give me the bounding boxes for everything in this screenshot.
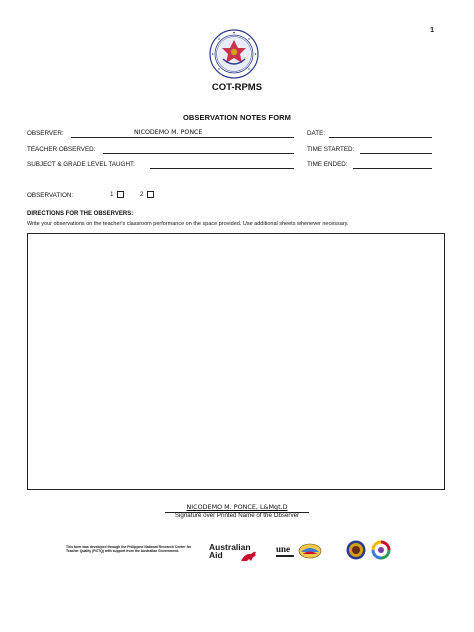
teacher-observed-line[interactable]: [103, 153, 294, 154]
partner-logo: [298, 543, 322, 559]
footer-note: This form was developed through the Philippine National Research Center for Teacher Quality (RCTQ) with support from the Australian Government.: [66, 545, 192, 554]
signature-caption: Signature over Printed Name of the Observer: [174, 512, 300, 519]
rctq-swirl-logo: [370, 540, 392, 560]
observation-label: OBSERVATION:: [27, 192, 74, 199]
time-ended-label: TIME ENDED:: [307, 161, 348, 168]
australian-aid-text: Australian Aid: [209, 542, 251, 560]
checkbox-2[interactable]: [147, 191, 154, 198]
observation-option-2[interactable]: [140, 191, 154, 198]
observation-notes-area[interactable]: [27, 233, 445, 490]
option-1-label: 1: [110, 191, 114, 199]
subject-grade-line[interactable]: [150, 168, 294, 169]
australian-aid-logo: [209, 543, 261, 559]
time-started-line[interactable]: [360, 153, 432, 154]
form-title: OBSERVATION NOTES FORM: [182, 113, 292, 122]
subject-grade-label: SUBJECT & GRADE LEVEL TAUGHT:: [27, 161, 135, 168]
date-line[interactable]: [329, 137, 432, 138]
observation-option-1[interactable]: [110, 191, 124, 198]
checkbox-1[interactable]: [117, 191, 124, 198]
une-logo: [276, 544, 294, 560]
page-number: 1: [430, 27, 434, 34]
option-2-label: 2: [140, 191, 144, 199]
document-title: COT-RPMS: [211, 82, 263, 93]
observer-label: OBSERVER:: [27, 130, 64, 137]
time-ended-line[interactable]: [353, 168, 432, 169]
directions-text: Write your observations on the teacher's classroom performance on the space provided. Use additional sheets whenever necessary.: [27, 221, 349, 227]
kangaroo-icon: [239, 549, 259, 563]
university-seal-logo: [346, 540, 366, 560]
time-started-label: TIME STARTED:: [307, 146, 355, 153]
observer-value: NICODEMO M. PONCE: [134, 129, 203, 136]
directions-heading: DIRECTIONS FOR THE OBSERVERS:: [27, 211, 134, 217]
une-logo-bar: [276, 555, 294, 557]
observer-signature-name: NICODEMO M. PONCE, L&Mgt.D: [186, 503, 288, 511]
une-logo-text: une: [276, 544, 291, 554]
teacher-observed-label: TEACHER OBSERVED:: [27, 146, 96, 153]
deped-seal-logo: [209, 29, 259, 79]
date-label: DATE:: [307, 130, 326, 137]
observer-line[interactable]: [71, 137, 294, 138]
